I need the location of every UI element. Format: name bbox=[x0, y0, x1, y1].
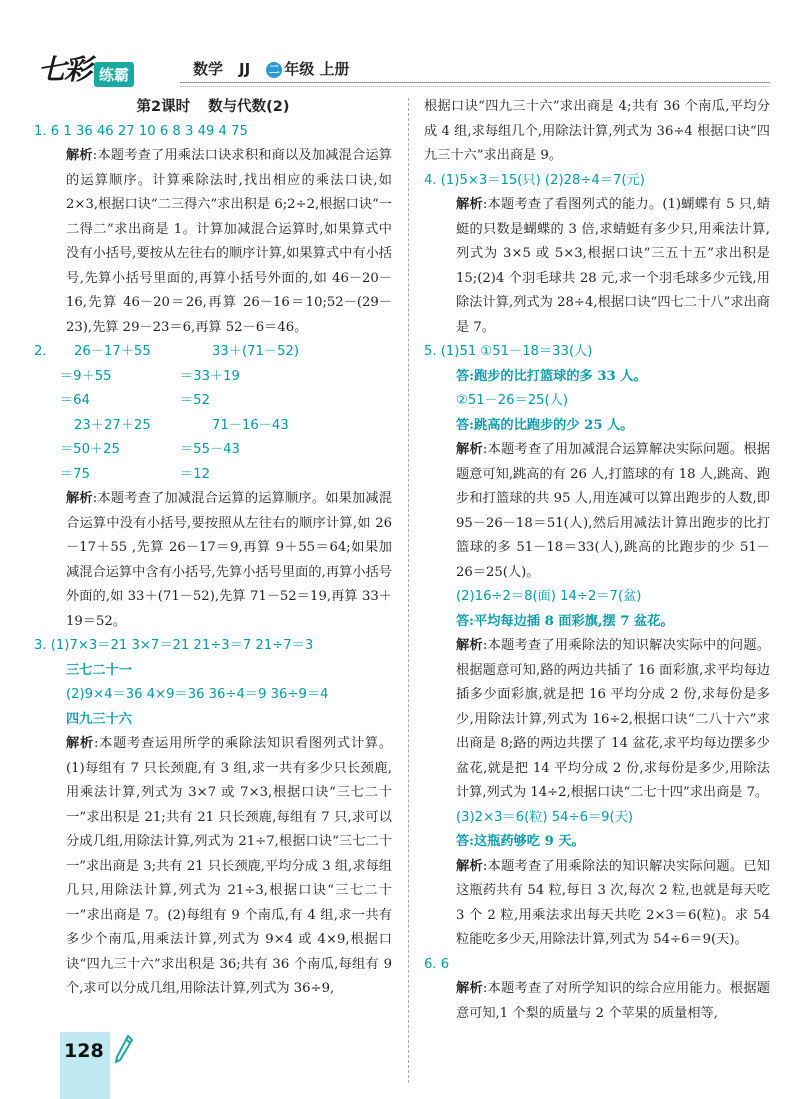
analysis-label: 解析 bbox=[456, 638, 483, 653]
q3-rhyme-2: 四九三十六 bbox=[66, 711, 132, 727]
q2-analysis bbox=[34, 487, 392, 634]
analysis-label: 解析 bbox=[456, 981, 483, 996]
q2-calc-row bbox=[34, 463, 392, 488]
q5-3-answer: (3)2×3＝6(粒) 54÷6＝9(天) bbox=[456, 809, 634, 825]
q2-number: 2. bbox=[34, 344, 47, 359]
q2-calc-row bbox=[34, 340, 392, 365]
calc-cell: ＝33＋19 bbox=[180, 368, 240, 384]
pencil-icon bbox=[114, 1034, 134, 1064]
lesson-topic: 数与代数(2) bbox=[208, 99, 290, 115]
analysis-label: 解析 bbox=[66, 736, 94, 751]
q2-calc-row bbox=[34, 365, 392, 390]
q5-answer-1-statement: 答:跑步的比打篮球的多 33 人。 bbox=[456, 368, 647, 384]
column-divider bbox=[408, 98, 409, 1083]
q6-answer: 6. 6 bbox=[424, 956, 450, 972]
q5-2-analysis bbox=[424, 634, 770, 806]
brand-logo bbox=[38, 48, 134, 88]
q4-answer: 4. (1)5×3＝15(只) (2)28÷4＝7(元) bbox=[424, 172, 645, 188]
page-header bbox=[0, 0, 800, 95]
q6-analysis bbox=[424, 977, 770, 1026]
right-column bbox=[424, 95, 770, 1026]
lesson-number: 第2课时 bbox=[136, 99, 191, 115]
calc-cell: ＝12 bbox=[180, 466, 210, 482]
q2-calc-row bbox=[34, 414, 392, 439]
q3-answer-2: (2)9×4＝36 4×9＝36 36÷4＝9 36÷9＝4 bbox=[66, 687, 329, 702]
q1-analysis bbox=[34, 144, 392, 340]
analysis-text: :本题考查了用乘除法的知识解决实际中的问题。根据题意可知,路的两边共插了 16 面彩旗,求平均每边插多少面彩旗,就是把 16 平均分成 2 份,求每份是多少,用除法计算,列式为 16÷2,根据口诀“二八十六”求出商是 8;路的两边共摆了 14 盆花,求平均每边摆多少盆花,就是把 14 平均分成 2 份,求每份是多少,用除法计算,列式为 14÷2,根据口诀“二七十四”求出商是 7。 bbox=[456, 638, 770, 800]
lesson-title bbox=[34, 95, 392, 120]
calc-cell: 33＋(71－52) bbox=[212, 344, 300, 359]
calc-cell: 26－17＋55 bbox=[74, 344, 151, 359]
q3-rhyme-1: 三七二十一 bbox=[66, 662, 132, 678]
calc-cell: ＝75 bbox=[60, 466, 90, 482]
q2-calc-row bbox=[34, 438, 392, 463]
analysis-text: :本题考查了用加减混合运算解决实际问题。根据题意可知,跳高的有 26 人,打篮球的有 18 人,跳高、跑步和打篮球的共 95 人,用连减可以算出跑步的人数,即 95－26－18＝51(人),然后用减法计算出跑步的比打篮球的多 51－18＝33(人),跳高的比跑步的少 51－26＝25(人)。 bbox=[456, 442, 770, 580]
q1-answer: 1. 6 1 36 46 27 10 6 8 3 49 4 75 bbox=[34, 123, 248, 139]
calc-cell: ＝50＋25 bbox=[60, 442, 120, 457]
analysis-text: :本题考查了对所学知识的综合应用能力。根据题意可知,1 个梨的质量与 2 个苹果的质量相等, bbox=[456, 981, 770, 1021]
q5-3-analysis bbox=[424, 855, 770, 953]
q5-answer-2-statement: 答:跳高的比跑步的少 25 人。 bbox=[456, 417, 634, 433]
calc-cell: ＝55－43 bbox=[180, 442, 240, 457]
analysis-text: :本题考查了加减混合运算的运算顺序。如果加减混合运算中没有小括号,要按照从左往右的顺序计算,如 26－17＋55 ,先算 26－17＝9,再算 9＋55＝64;如果加减混合运算中含有小括号,先算小括号里面的,再算小括号外面的,如 33＋(71－52),先算 71－52＝19,再算 33＋19＝52。 bbox=[66, 491, 392, 629]
q5-2-answer: (2)16÷2＝8(面) 14÷2＝7(盆) bbox=[456, 589, 642, 604]
analysis-text: :本题考查了看图列式的能力。(1)蝴蝶有 5 只,蜻蜓的只数是蝴蝶的 3 倍,求蜻蜓有多少只,用乘法计算,列式为 3×5 或 5×3,根据口诀“三五十五”求出积是 15;(2)4 个羽毛球共 28 元,求一个羽毛球多少元钱,用除法计算,列式为 28÷4,根据口诀“四七二十八”求出商是 7。 bbox=[456, 197, 770, 335]
q3-analysis-continued: 根据口诀“四九三十六”求出商是 4;共有 36 个南瓜,平均分成 4 组,求每组几个,用除法计算,列式为 36÷4 根据口诀“四九三十六”求出商是 9。 bbox=[424, 99, 770, 163]
book-title bbox=[193, 58, 349, 79]
grade-label: 年级 bbox=[284, 60, 315, 78]
calc-cell: ＝9＋55 bbox=[60, 368, 112, 384]
left-column bbox=[34, 95, 392, 1002]
analysis-label: 解析 bbox=[456, 442, 483, 457]
q5-1-analysis bbox=[424, 438, 770, 585]
edition-label: JJ bbox=[239, 60, 251, 78]
calc-cell: 71－16－43 bbox=[212, 417, 289, 433]
grade-badge: 二 bbox=[266, 62, 282, 78]
analysis-label: 解析 bbox=[66, 491, 93, 506]
subject-label: 数学 bbox=[193, 60, 224, 78]
header-rule bbox=[180, 82, 770, 83]
calc-cell: ＝64 bbox=[60, 393, 90, 408]
header-dotted-rule bbox=[180, 86, 770, 87]
logo-badge: 练霸 bbox=[94, 62, 134, 87]
q5-answer-2: ②51－26＝25(人) bbox=[456, 393, 569, 408]
analysis-label: 解析 bbox=[456, 197, 483, 212]
term-label: 上册 bbox=[319, 60, 350, 78]
q5-2-statement: 答:平均每边插 8 面彩旗,摆 7 盆花。 bbox=[456, 613, 674, 629]
calc-cell: 23＋27＋25 bbox=[74, 417, 151, 433]
q3-answer-1: 3. (1)7×3＝21 3×7＝21 21÷3＝7 21÷7＝3 bbox=[34, 638, 314, 653]
q5-answer-1: 5. (1)51 ①51－18＝33(人) bbox=[424, 344, 593, 359]
q5-3-statement: 答:这瓶药够吃 9 天。 bbox=[456, 834, 585, 849]
q4-analysis bbox=[424, 193, 770, 340]
analysis-text: :本题考查了用乘法口诀求积和商以及加减混合运算的运算顺序。计算乘除法时,找出相应的乘法口诀,如 2×3,根据口诀“二三得六”求出积是 6;2÷2,根据口诀“一二得二”求出商是 1。计算加减混合运算时,如果算式中没有小括号,要按从左往右的顺序计算,如果算式中有小括号,先算小括号里面的,再算小括号外面的,如 46－20－16,先算 46－20＝26,再算 26－16＝10;52－(29－23),先算 29－23＝6,再算 52－6＝46。 bbox=[66, 148, 392, 335]
analysis-label: 解析 bbox=[456, 858, 483, 874]
analysis-label: 解析 bbox=[66, 148, 93, 163]
analysis-text: :本题考查运用所学的乘除法知识看图列式计算。(1)每组有 7 只长颈鹿,有 3 组,求一共有多少只长颈鹿,用乘法计算,列式为 3×7 或 7×3,根据口诀“三七二十一”求出积是 21;共有 21 只长颈鹿,每组有 7 只,求可以分成几组,用除法计算,列式为 21÷7,根据口诀“三七二十一”求出商是 3;共有 21 只长颈鹿,平均分成 3 组,求每组几只,用除法计算,列式为 21÷3,根据口诀“三七二十一”求出商是 7。(2)每组有 9 个南瓜,有 4 组,求一共有多少个南瓜,用乘法计算,列式为 9×4 或 4×9,根据口诀“四九三十六”求出积是 36;共有 36 个南瓜,每组有 9 个,求可以分成几组,用除法计算,列式为 36÷9, bbox=[66, 736, 392, 996]
page-number: 128 bbox=[64, 1040, 104, 1062]
q3-analysis bbox=[34, 732, 392, 1002]
q2-calc-row bbox=[34, 389, 392, 414]
logo-text: 七彩 bbox=[38, 53, 91, 86]
calc-cell: ＝52 bbox=[180, 393, 210, 408]
analysis-text: :本题考查了用乘除法的知识解决实际问题。已知这瓶药共有 54 粒,每日 3 次,每次 2 粒,也就是每天吃 3 个 2 粒,用乘法求出每天共吃 2×3＝6(粒)。求 54 粒能吃多少天,用除法计算,列式为 54÷6＝9(天)。 bbox=[456, 858, 770, 947]
